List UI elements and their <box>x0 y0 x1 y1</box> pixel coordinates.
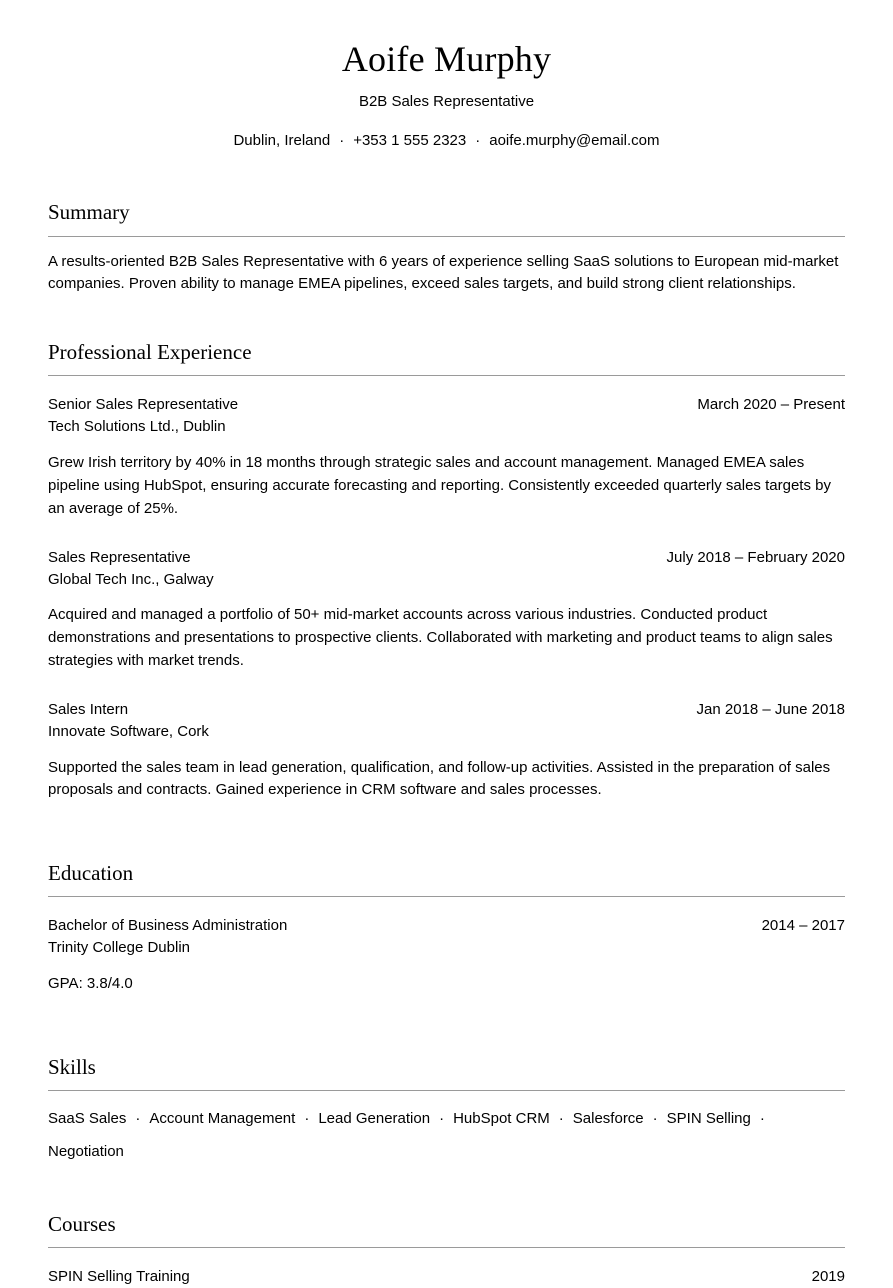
contact-phone: +353 1 555 2323 <box>353 131 467 149</box>
experience-role: Sales Intern <box>48 700 129 718</box>
section-title-education: Education <box>48 861 134 886</box>
skill-separator-icon: · <box>558 1110 564 1128</box>
contact-separator-icon: · <box>475 131 481 149</box>
experience-description: Grew Irish territory by 40% in 18 months through strategic sales and account management. Managed EMEA sales pipeline using HubSpot, ensuring accurate forecasting and reporting. Consistently exceeded quarterly sales targets by an average of 25%. <box>48 454 831 517</box>
experience-company: Tech Solutions Ltd., Dublin <box>48 418 226 436</box>
experience-entry <box>48 699 845 802</box>
section-education <box>48 817 845 996</box>
contact-email: aoife.murphy@email.com <box>489 131 660 149</box>
experience-role: Sales Representative <box>48 548 191 566</box>
experience-entry <box>48 394 845 520</box>
section-divider <box>48 896 845 897</box>
course-name: SPIN Selling Training <box>48 1268 190 1286</box>
education-institution: Trinity College Dublin <box>48 939 191 957</box>
skill-item: Negotiation <box>48 1142 124 1160</box>
experience-company: Global Tech Inc., Galway <box>48 570 214 588</box>
skill-separator-icon: · <box>652 1110 658 1128</box>
skill-item: SaaS Sales <box>48 1110 127 1128</box>
education-degree: Bachelor of Business Administration <box>48 917 288 935</box>
section-divider <box>48 1090 845 1091</box>
skill-separator-icon: · <box>135 1110 141 1128</box>
experience-entry-head <box>48 394 845 416</box>
skill-item: Lead Generation <box>318 1110 431 1128</box>
resume-header <box>48 0 845 150</box>
education-date: 2014 – 2017 <box>761 917 845 935</box>
section-divider <box>48 236 845 237</box>
course-entry <box>48 1266 845 1288</box>
course-entry-head <box>48 1266 845 1288</box>
section-title-experience: Professional Experience <box>48 340 252 365</box>
experience-date: Jan 2018 – June 2018 <box>696 700 845 718</box>
candidate-headline: B2B Sales Representative <box>358 93 535 111</box>
education-entry-head <box>48 915 845 937</box>
experience-role: Senior Sales Representative <box>48 396 239 414</box>
skill-separator-icon: · <box>759 1110 765 1128</box>
course-date: 2019 <box>811 1268 845 1286</box>
summary-text: A results-oriented B2B Sales Representative with 6 years of experience selling SaaS solutions to European mid-market companies. Proven ability to manage EMEA pipelines, exceed sales targets, and build strong client relationships. <box>48 252 839 293</box>
candidate-name: Aoife Murphy <box>341 39 552 79</box>
experience-date: July 2018 – February 2020 <box>666 548 845 566</box>
section-divider <box>48 375 845 376</box>
skill-item: SPIN Selling <box>666 1110 751 1128</box>
experience-date: March 2020 – Present <box>697 396 845 414</box>
skills-list <box>48 1103 845 1168</box>
contact-location: Dublin, Ireland <box>233 131 331 149</box>
section-divider <box>48 1247 845 1248</box>
contact-line <box>48 131 845 151</box>
education-gpa: GPA: 3.8/4.0 <box>48 975 133 993</box>
skill-item: Salesforce <box>572 1110 644 1128</box>
section-title-summary: Summary <box>48 200 130 225</box>
section-title-courses: Courses <box>48 1211 116 1236</box>
experience-description: Supported the sales team in lead generation, qualification, and follow-up activities. Assisted in the preparation of sales proposals and contracts. Gained experience in CRM software and sales processes. <box>48 758 831 799</box>
section-courses <box>48 1168 845 1288</box>
experience-company: Innovate Software, Cork <box>48 722 209 740</box>
skill-item: HubSpot CRM <box>453 1110 550 1128</box>
education-entry <box>48 915 845 996</box>
experience-entry-head <box>48 699 845 721</box>
section-summary <box>48 150 845 296</box>
experience-entry <box>48 547 845 673</box>
experience-entry-head <box>48 547 845 569</box>
section-skills <box>48 1011 845 1168</box>
experience-description: Acquired and managed a portfolio of 50+ mid-market accounts across various industries. Conducted product demonstrations and presentations to prospective clients. Collaborated with marketing and product teams to align sales strategies with market trends. <box>48 606 833 669</box>
section-experience <box>48 296 845 802</box>
section-title-skills: Skills <box>48 1054 96 1079</box>
contact-separator-icon: · <box>339 131 345 149</box>
skill-item: Account Management <box>149 1110 296 1128</box>
skill-separator-icon: · <box>439 1110 445 1128</box>
skill-separator-icon: · <box>304 1110 310 1128</box>
